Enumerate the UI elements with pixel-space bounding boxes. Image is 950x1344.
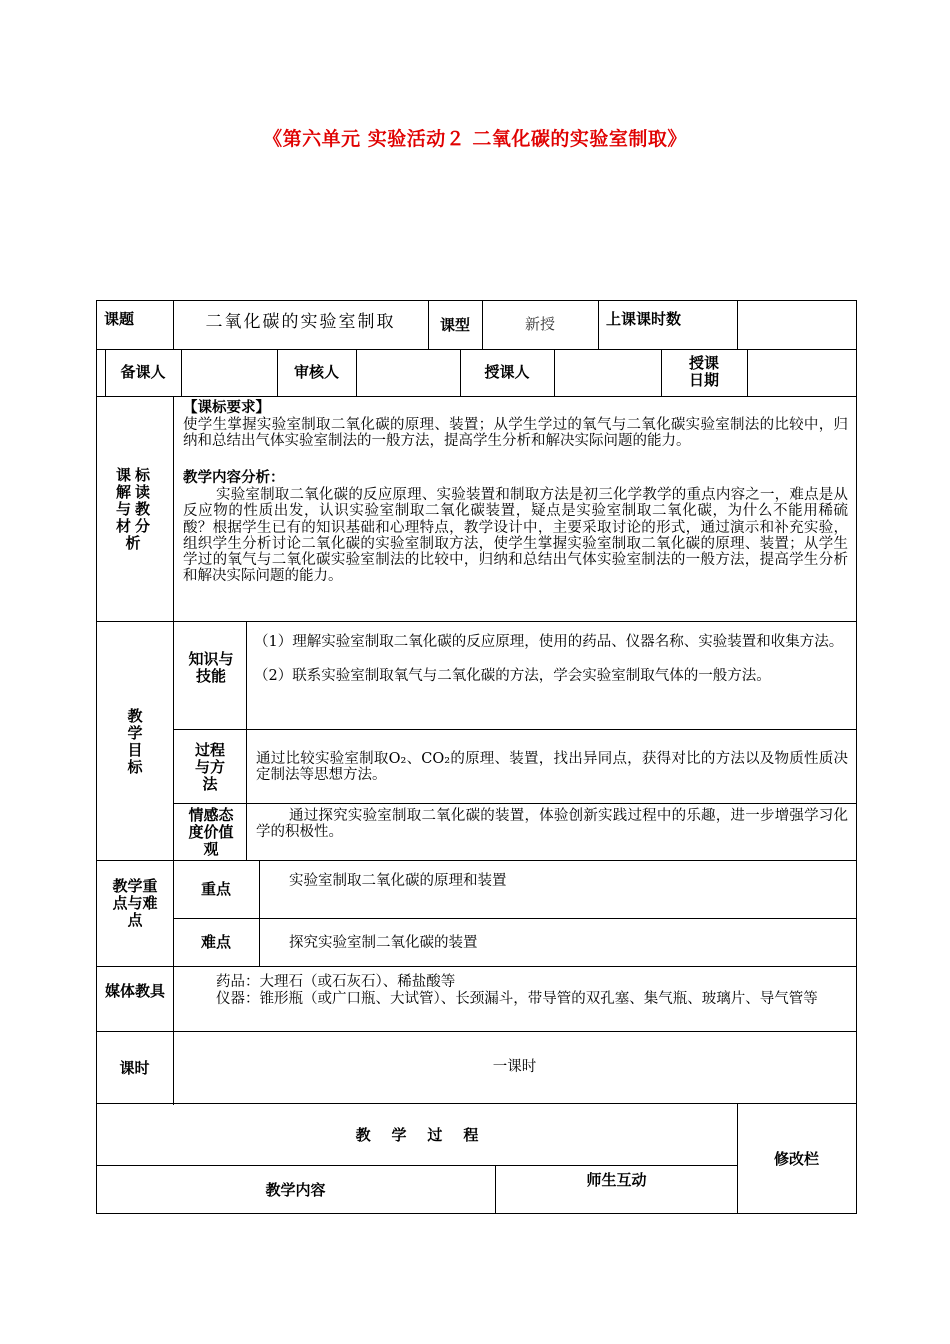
key-points-label: 教学重点与难点 [112,877,158,929]
interaction-label: 师生互动 [586,1171,647,1189]
row-divider [173,803,857,804]
media-instruments: 仪器：锥形瓶（或广口瓶、大试管）、长颈漏斗，带导管的双孔塞、集气瓶、玻璃片、导气管等 [216,991,818,1007]
col-divider [356,349,357,396]
media-drugs: 药品：大理石（或石灰石）、稀盐酸等 [216,974,456,990]
key-text: 实验室制取二氧化碳的原理和装置 [289,873,507,889]
reviewer-label: 审核人 [293,363,339,381]
row-divider [173,729,857,730]
row-divider [96,1165,738,1166]
standard-text: 使学生掌握实验室制取二氧化碳的原理、装置；从学生学过的氧气与二氧化碳实验室制法的比较中，归纳和总结出气体实验室制法的一般方法，提高学生分析和解决实际问题的能力。 [183,417,848,450]
col-divider [737,300,738,349]
revision-label: 修改栏 [773,1150,819,1168]
table-border-top [96,300,857,301]
type-value: 新授 [524,315,555,333]
difficult-text: 探究实验室制二氧化碳的装置 [289,935,478,951]
period-value: 一课时 [492,1059,537,1075]
process-method-label: 过程与方法 [194,741,225,793]
row-divider [96,1103,857,1104]
col-divider [181,349,182,396]
row-divider [96,349,857,350]
date-label: 授课日期 [688,354,719,389]
type-label: 课型 [439,316,470,334]
media-label: 媒体教具 [104,982,165,1000]
key-label: 重点 [200,880,231,898]
emotion-label: 情感态度价值观 [188,806,234,858]
difficult-label: 难点 [200,933,231,951]
table-border-bottom [96,1213,857,1214]
document-title: 《第六单元 实验活动２ 二氧化碳的实验室制取》 [263,128,687,150]
hours-label: 上课课时数 [606,310,682,328]
emotion-text: 通过探究实验室制取二氧化碳的装置，体验创新实践过程中的乐趣，进一步增强学习化学的积极性。 [256,808,848,841]
topic-value: 二氧化碳的实验室制取 [205,312,396,332]
period-label: 课时 [119,1059,150,1077]
topic-label: 课题 [104,310,135,328]
col-divider [747,349,748,396]
label-column-divider [173,396,174,1105]
row-divider [96,1031,857,1032]
row-divider [96,860,857,861]
teacher-label: 授课人 [484,363,530,381]
row-divider [96,396,857,397]
row-divider [173,918,857,919]
col-divider [598,300,599,349]
content-label: 教学内容 [265,1181,326,1199]
col-divider [554,349,555,396]
col-divider [661,349,662,396]
process-heading: 教 学 过 程 [355,1126,479,1144]
preparer-label: 备课人 [120,363,166,381]
knowledge-text-2: （2）联系实验室制取氧气与二氧化碳的方法，学会实验室制取气体的一般方法。 [254,668,771,684]
row-divider [96,621,857,622]
content-heading: 教学内容分析： [183,470,285,486]
process-method-text: 通过比较实验室制取O₂、CO₂的原理、装置，找出异同点，获得对比的方法以及物质性质决定制法等思想方法。 [256,751,848,784]
col-divider [246,621,247,860]
col-divider [259,860,260,966]
knowledge-label: 知识与技能 [188,650,234,685]
standard-heading: 【课标要求】 [183,400,270,416]
table-border-right [856,300,857,1214]
analysis-label: 课标解读与教材分析 [115,466,154,552]
row-divider [96,966,857,967]
content-text: 实验室制取二氧化碳的反应原理、实验装置和制取方法是初三化学教学的重点内容之一，难点是从反应物的性质出发，认识实验室制取二氧化碳装置，疑点是实验室制取二氧化碳，为什么不能用稀硫酸？根据学生已有的知识基础和心理特点，教学设计中，主要采取讨论的形式，通过演示和补充实验，组织学生分析讨论二氧化碳的实验室制取方法，使学生掌握实验室制取二氧化碳的原理、装置；从学生学过的氧气与二氧化碳实验室制法的比较中，归纳和总结出气体实验室制法的一般方法，提高学生分析和解决实际问题的能力。 [183,487,848,585]
knowledge-text-1: （1）理解实验室制取二氧化碳的反应原理，使用的药品、仪器名称、实验装置和收集方法。 [254,634,844,650]
objectives-label: 教学目标 [127,707,143,776]
